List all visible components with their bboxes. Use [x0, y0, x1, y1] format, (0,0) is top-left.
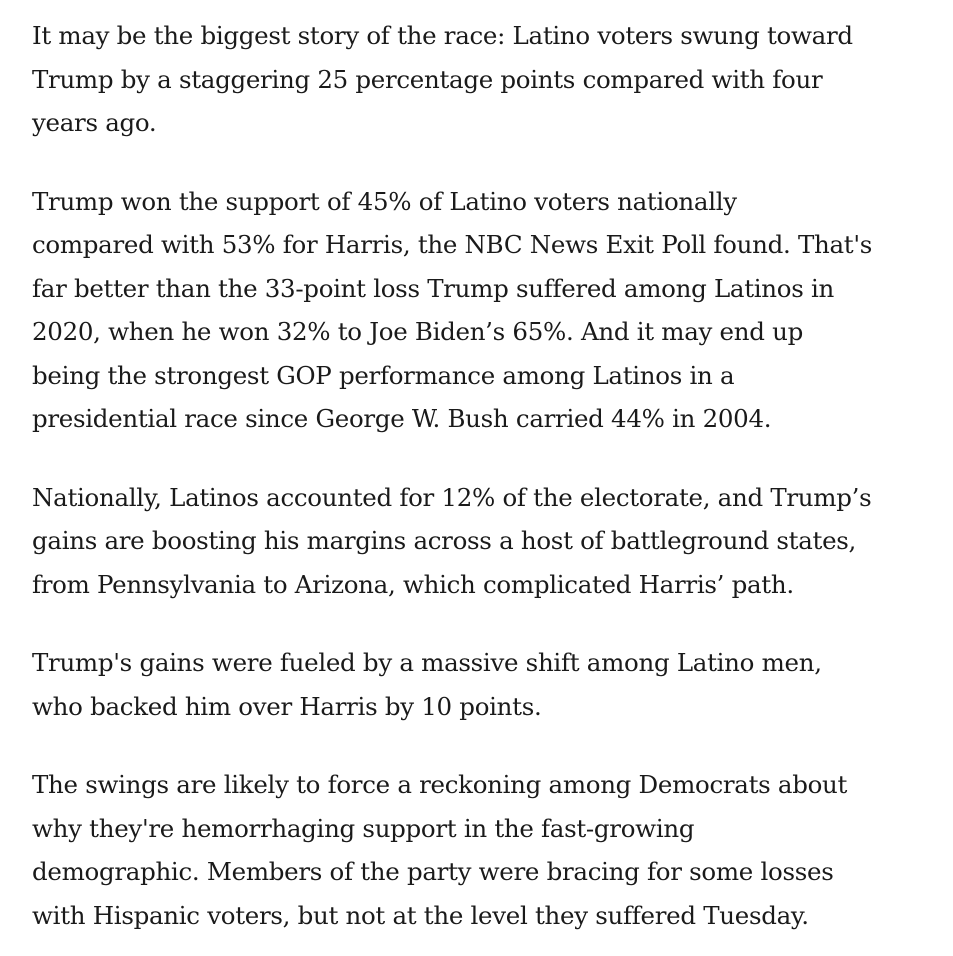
paragraph-exit-poll — [32, 180, 932, 441]
paragraph-latino-men — [32, 641, 932, 728]
text-line: who backed him over Harris by 10 points. — [32, 691, 542, 721]
text-line: being the strongest GOP performance among Latinos in a — [32, 360, 735, 390]
text-line: demographic. Members of the party were bracing for some losses — [32, 857, 834, 886]
text-line: Nationally, Latinos accounted for 12% of the electorate, and Trump’s — [32, 482, 872, 512]
text-line: Trump by a staggering 25 percentage points compared with four — [32, 64, 823, 94]
text-line: compared with 53% for Harris, the NBC News Exit Poll found. That's — [32, 230, 873, 259]
text-line: 2020, when he won 32% to Joe Biden’s 65%. And it may end up — [32, 317, 803, 346]
text-line: why they're hemorrhaging support in the fast-growing — [32, 813, 695, 843]
text-line: from Pennsylvania to Arizona, which complicated Harris’ path. — [32, 569, 794, 599]
text-line: far better than the 33-point loss Trump suffered among Latinos in — [32, 273, 835, 303]
text-line: Trump won the support of 45% of Latino voters nationally — [32, 186, 737, 216]
text-line: The swings are likely to force a reckoning among Democrats about — [32, 770, 848, 799]
text-line: with Hispanic voters, but not at the level they suffered Tuesday. — [32, 900, 809, 930]
text-line: presidential race since George W. Bush carried 44% in 2004. — [32, 404, 772, 433]
paragraph-democrats-reckoning — [32, 763, 932, 937]
text-line: years ago. — [32, 108, 157, 137]
text-line: gains are boosting his margins across a host of battleground states, — [32, 526, 857, 555]
article-body — [32, 14, 932, 937]
text-line: It may be the biggest story of the race: Latino voters swung toward — [32, 21, 853, 50]
paragraph-latino-swing — [32, 14, 932, 145]
text-line: Trump's gains were fueled by a massive shift among Latino men, — [32, 648, 822, 677]
paragraph-electorate-share — [32, 476, 932, 607]
